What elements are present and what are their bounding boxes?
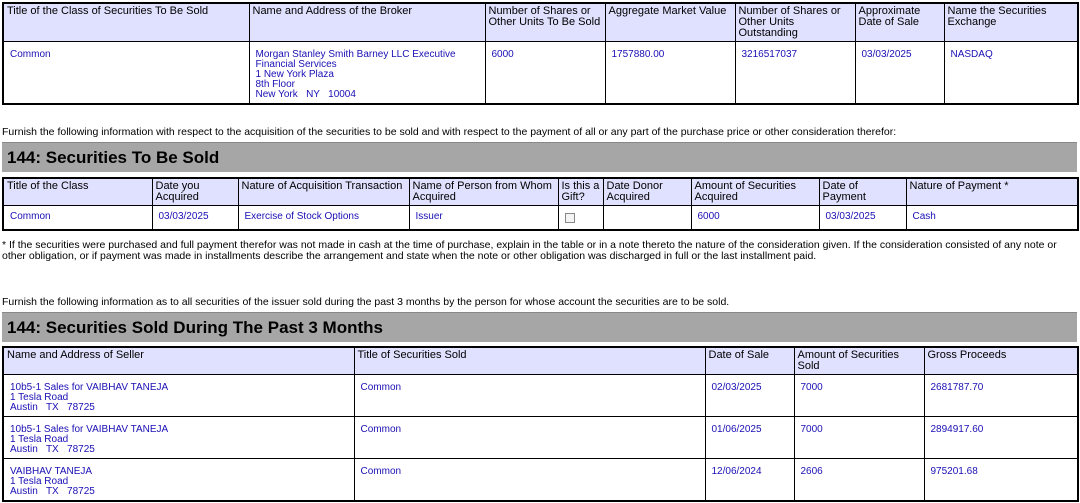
header-cell: Name and Address of Seller bbox=[3, 347, 354, 375]
amount-sold: 2606 bbox=[794, 459, 924, 501]
header-cell: Date of Sale bbox=[705, 347, 794, 375]
header-cell: Approximate Date of Sale bbox=[855, 3, 944, 42]
sale-date: 02/03/2025 bbox=[705, 375, 794, 417]
date-acquired: 03/03/2025 bbox=[152, 206, 238, 230]
sales-table-header bbox=[3, 347, 1078, 375]
header-cell: Name of Person from Whom Acquired bbox=[409, 178, 558, 206]
table-row bbox=[3, 375, 1078, 417]
gross-proceeds: 975201.68 bbox=[924, 459, 1078, 501]
seller-address bbox=[3, 417, 354, 459]
gross-proceeds: 2681787.70 bbox=[924, 375, 1078, 417]
header-cell: Amount of Securities Sold bbox=[794, 347, 924, 375]
address-line: 1 New York Plaza bbox=[255, 69, 334, 80]
seller-line: Austin TX 78725 bbox=[10, 402, 95, 413]
section-title-securities-sold: 144: Securities Sold During The Past 3 Months bbox=[2, 312, 1077, 342]
acquisition-table-header bbox=[3, 178, 1078, 206]
header-cell: Date you Acquired bbox=[152, 178, 238, 206]
header-cell: Amount of Securities Acquired bbox=[691, 178, 819, 206]
gross-proceeds: 2894917.60 bbox=[924, 417, 1078, 459]
gift-cell bbox=[558, 206, 603, 230]
gift-checkbox[interactable] bbox=[565, 213, 575, 223]
header-cell: Title of the Class of Securities To Be Sold bbox=[3, 3, 249, 42]
header-cell: Nature of Acquisition Transaction bbox=[238, 178, 409, 206]
shares-to-sell: 6000 bbox=[485, 42, 605, 104]
payment-date: 03/03/2025 bbox=[819, 206, 906, 230]
header-cell: Gross Proceeds bbox=[924, 347, 1078, 375]
table-row bbox=[3, 459, 1078, 501]
header-cell: Date of Payment bbox=[819, 178, 906, 206]
seller-line: 1 Tesla Road bbox=[10, 434, 69, 445]
seller-address bbox=[3, 375, 354, 417]
table-row bbox=[3, 417, 1078, 459]
approx-sale-date: 03/03/2025 bbox=[855, 42, 944, 104]
sale-date: 01/06/2025 bbox=[705, 417, 794, 459]
header-cell: Number of Shares or Other Units Outstanding bbox=[735, 3, 855, 42]
payment-nature: Cash bbox=[906, 206, 1078, 230]
broker-table-header bbox=[3, 3, 1078, 42]
amount-sold: 7000 bbox=[794, 375, 924, 417]
sale-date: 12/06/2024 bbox=[705, 459, 794, 501]
table-row bbox=[3, 206, 1078, 230]
seller-line: Austin TX 78725 bbox=[10, 444, 95, 455]
securities-title: Common bbox=[354, 417, 705, 459]
securities-title: Common bbox=[354, 459, 705, 501]
header-cell: Date Donor Acquired bbox=[603, 178, 691, 206]
acquisition-table bbox=[2, 177, 1079, 231]
header-cell: Title of Securities Sold bbox=[354, 347, 705, 375]
header-cell: Is this a Gift? bbox=[558, 178, 603, 206]
acquired-from: Issuer bbox=[409, 206, 558, 230]
furnish-instructions-1: Furnish the following information with respect to the acquisition of the securities to be sold and with respect to the payment of all or any part of the purchase price or other consideration therefor: bbox=[2, 126, 897, 138]
acquisition-nature: Exercise of Stock Options bbox=[238, 206, 409, 230]
amount-sold: 7000 bbox=[794, 417, 924, 459]
address-line: 8th Floor bbox=[255, 79, 295, 90]
payment-footnote: * If the securities were purchased and full payment therefor was not made in cash at the time of purchase, explain in the table or in a note thereto the nature of the consideration given. If the consideration consisted of any note or other obligation, or if payment was made in installments describe the arrangement and state when the note or other obligation was discharged in full or the last installment paid. bbox=[2, 239, 1057, 262]
header-cell: Name the Securities Exchange bbox=[944, 3, 1078, 42]
header-cell: Nature of Payment * bbox=[906, 178, 1078, 206]
table-row bbox=[3, 42, 1078, 104]
seller-line: 1 Tesla Road bbox=[10, 476, 69, 487]
donor-date bbox=[603, 206, 691, 230]
broker-table bbox=[2, 2, 1079, 105]
address-line: Morgan Stanley Smith Barney LLC Executive bbox=[255, 49, 456, 60]
aggregate-market-value: 1757880.00 bbox=[605, 42, 735, 104]
section-title-securities-to-be-sold: 144: Securities To Be Sold bbox=[2, 142, 1077, 172]
sales-table bbox=[2, 346, 1079, 502]
exchange-name: NASDAQ bbox=[944, 42, 1078, 104]
seller-line: 10b5-1 Sales for VAIBHAV TANEJA bbox=[10, 382, 169, 393]
furnish-instructions-2: Furnish the following information as to all securities of the issuer sold during the past 3 months by the person for whose account the securities are to be sold. bbox=[2, 296, 730, 308]
address-line: New York NY 10004 bbox=[255, 89, 356, 100]
seller-line: 10b5-1 Sales for VAIBHAV TANEJA bbox=[10, 424, 169, 435]
header-cell: Name and Address of the Broker bbox=[249, 3, 485, 42]
seller-line: VAIBHAV TANEJA bbox=[10, 466, 93, 477]
securities-title: Common bbox=[354, 375, 705, 417]
address-line: Financial Services bbox=[255, 59, 337, 70]
broker-address bbox=[249, 42, 485, 104]
seller-line: 1 Tesla Road bbox=[10, 392, 69, 403]
header-cell: Aggregate Market Value bbox=[605, 3, 735, 42]
header-cell: Title of the Class bbox=[3, 178, 152, 206]
class-title: Common bbox=[3, 206, 152, 230]
class-title: Common bbox=[3, 42, 249, 104]
amount-acquired: 6000 bbox=[691, 206, 819, 230]
seller-address bbox=[3, 459, 354, 501]
seller-line: Austin TX 78725 bbox=[10, 486, 95, 497]
shares-outstanding: 3216517037 bbox=[735, 42, 855, 104]
header-cell: Number of Shares or Other Units To Be Sold bbox=[485, 3, 605, 42]
